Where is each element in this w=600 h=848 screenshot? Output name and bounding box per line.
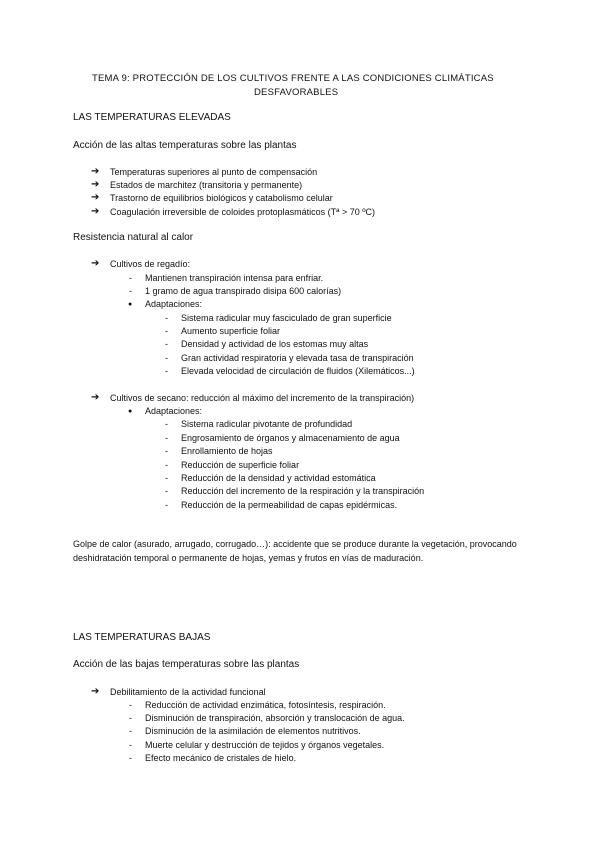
dash-bullet-icon: - [165,339,168,349]
dash-bullet-icon: - [165,326,168,336]
arrow-bullet-icon: ➔ [91,686,100,697]
list-item: Densidad y actividad de los estomas muy altas [181,339,369,349]
dash-bullet-icon: - [129,286,132,296]
list-item: Reducción de la densidad y actividad estomática [181,473,376,483]
dash-bullet-icon: - [165,433,168,443]
dash-bullet-icon: - [165,473,168,483]
round-bullet-icon: ● [128,408,133,415]
subheading-low-temps-action: Acción de las bajas temperaturas sobre las plantas [73,659,300,670]
dryland-crops-label: Cultivos de secano: reducción al máximo del incremento de la transpiración) [110,393,415,403]
dash-bullet-icon: - [129,713,132,723]
dash-bullet-icon: - [129,726,132,736]
dash-bullet-icon: - [165,486,168,496]
dash-bullet-icon: - [165,500,168,510]
list-item: Reducción de superficie foliar [181,460,300,470]
section-heading-low-temps: LAS TEMPERATURAS BAJAS [73,632,211,643]
list-item: Engrosamiento de órganos y almacenamiento de agua [181,433,400,443]
list-item: Reducción de la permeabilidad de capas epidérmicas. [181,500,398,510]
dash-bullet-icon: - [129,740,132,750]
subheading-high-temps-action: Acción de las altas temperaturas sobre las plantas [73,140,297,151]
list-item: Sistema radicular pivotante de profundidad [181,419,353,429]
list-item: Temperaturas superiores al punto de compensación [110,167,318,177]
list-item: Aumento superficie foliar [181,326,281,336]
list-item: Gran actividad respiratoria y elevada tasa de transpiración [181,353,414,363]
dash-bullet-icon: - [165,460,168,470]
list-item: Estados de marchitez (transitoria y permanente) [110,180,303,190]
adaptations-label: Adaptaciones: [145,406,203,416]
dash-bullet-icon: - [165,419,168,429]
list-item: Efecto mecánico de cristales de hielo. [145,753,297,763]
list-item: Reducción del incremento de la respiración y la transpiración [181,486,425,496]
dash-bullet-icon: - [165,366,168,376]
list-item: Sistema radicular muy fasciculado de gran superficie [181,313,392,323]
arrow-bullet-icon: ➔ [91,258,100,269]
round-bullet-icon: ● [128,301,133,308]
arrow-bullet-icon: ➔ [91,392,100,403]
weakening-label: Debilitamiento de la actividad funcional [110,687,266,697]
title-line-2: DESFAVORABLES [254,87,339,98]
list-item: Muerte celular y destrucción de tejidos y órganos vegetales. [145,740,385,750]
adaptations-label: Adaptaciones: [145,299,203,309]
dash-bullet-icon: - [165,313,168,323]
arrow-bullet-icon: ➔ [91,179,100,190]
list-item: Reducción de actividad enzimática, fotosíntesis, respiración. [145,700,386,710]
dash-bullet-icon: - [129,700,132,710]
title-line-1: TEMA 9: PROTECCIÓN DE LOS CULTIVOS FRENTE A LAS CONDICIONES CLIMÁTICAS [92,73,494,84]
list-item: Mantienen transpiración intensa para enfriar. [145,273,324,283]
list-item: Coagulación irreversible de coloides protoplasmáticos (Tª > 70 ºC) [110,207,375,217]
subheading-heat-resistance: Resistencia natural al calor [73,232,194,243]
list-item: Elevada velocidad de circulación de fluidos (Xilemáticos...) [181,366,415,376]
dash-bullet-icon: - [129,273,132,283]
list-item: Disminución de la asimilación de elementos nutritivos. [145,726,361,736]
irrigated-crops-label: Cultivos de regadío: [110,259,191,269]
arrow-bullet-icon: ➔ [91,206,100,217]
list-item: Disminución de transpiración, absorción y translocación de agua. [145,713,405,723]
list-item: Enrollamiento de hojas [181,446,273,456]
dash-bullet-icon: - [129,753,132,763]
heat-stroke-paragraph: Golpe de calor (asurado, arrugado, corrugado…): accidente que se produce durante la vegetación, provocando deshidratación temporal o permanente de hojas, yemas y frutos en vías de maduración. [73,539,517,563]
list-item: 1 gramo de agua transpirado disipa 600 calorías) [145,286,342,296]
arrow-bullet-icon: ➔ [91,192,100,203]
arrow-bullet-icon: ➔ [91,166,100,177]
dash-bullet-icon: - [165,353,168,363]
list-item: Trastorno de equilibrios biológicos y catabolismo celular [110,193,333,203]
dash-bullet-icon: - [165,446,168,456]
section-heading-high-temps: LAS TEMPERATURAS ELEVADAS [73,112,231,123]
